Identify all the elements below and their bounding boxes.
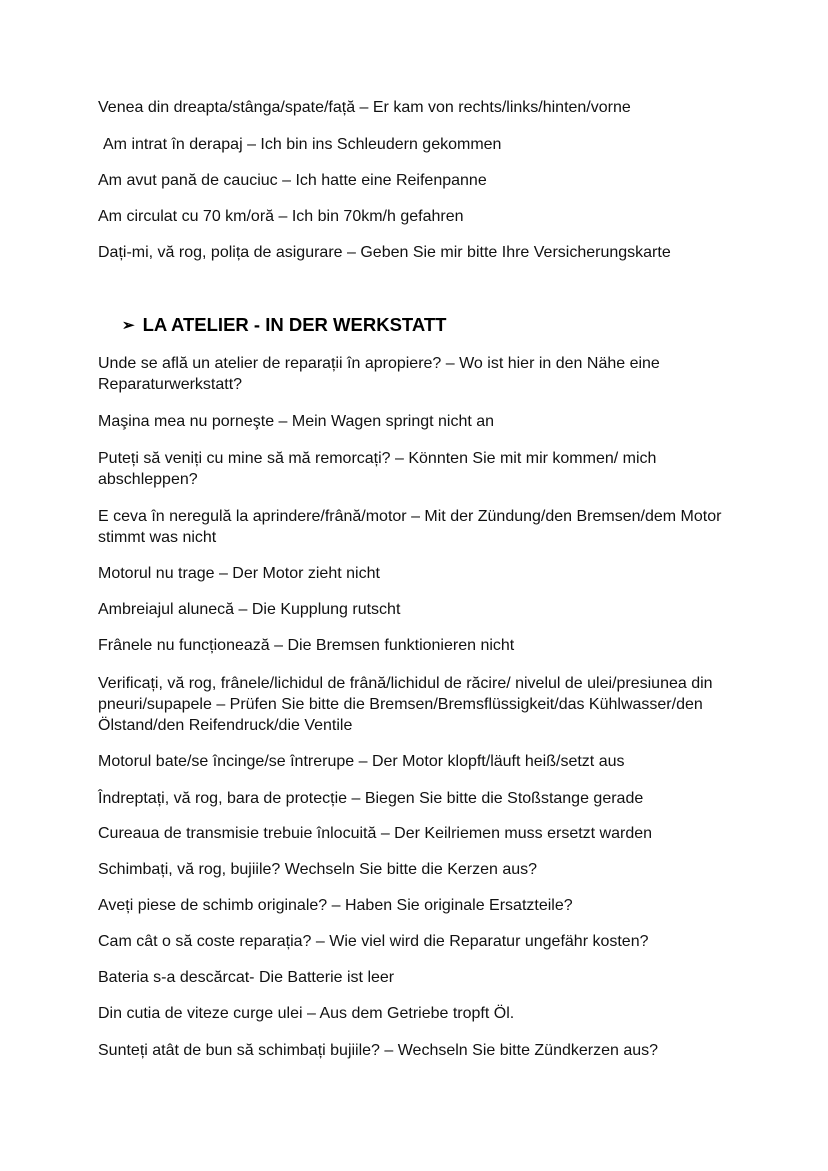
phrase: Schimbați, vă rog, bujiile? Wechseln Sie bitte die Kerzen aus? [98,861,538,878]
section-heading [122,314,446,338]
phrase: Dați-mi, vă rog, polița de asigurare – Geben Sie mir bitte Ihre Versicherungskarte [98,244,671,261]
phrase: Motorul nu trage – Der Motor zieht nicht [98,565,380,582]
phrase: Ambreiajul alunecă – Die Kupplung rutscht [98,601,401,618]
phrase: Frânele nu funcționează – Die Bremsen funktionieren nicht [98,637,515,654]
arrow-bullet-icon: ➢ [122,317,135,334]
phrase: Am intrat în derapaj – Ich bin ins Schleudern gekommen [103,136,502,153]
phrase: Verificați, vă rog, frânele/lichidul de frână/lichidul de răcire/ nivelul de ulei/presiunea din pneuri/supapele – Prüfen Sie bitte die Bremsen/Bremsflüssigkeit/das Kühlwasser/den Ölstand/den Reifendruck/die Ventile [98,675,713,734]
phrase: Am avut pană de cauciuc – Ich hatte eine Reifenpanne [98,172,487,189]
section-title: LA ATELIER - IN DER WERKSTATT [142,314,447,335]
phrase: Aveți piese de schimb originale? – Haben Sie originale Ersatzteile? [98,897,573,914]
phrase: Venea din dreapta/stânga/spate/față – Er kam von rechts/links/hinten/vorne [98,99,631,116]
phrase: Îndreptați, vă rog, bara de protecție – Biegen Sie bitte die Stoßstange gerade [98,790,644,807]
phrase: Bateria s-a descărcat- Die Batterie ist leer [98,969,395,986]
phrase: Din cutia de viteze curge ulei – Aus dem Getriebe tropft Öl. [98,1005,515,1022]
phrase: Cureaua de transmisie trebuie înlocuită – Der Keilriemen muss ersetzt warden [98,825,653,842]
phrase: Puteți să veniți cu mine să mă remorcați? – Könnten Sie mit mir kommen/ mich abschleppen? [98,450,657,488]
phrase: Sunteți atât de bun să schimbați bujiile? – Wechseln Sie bitte Zündkerzen aus? [98,1042,659,1059]
phrase: Cam cât o să coste reparația? – Wie viel wird die Reparatur ungefähr kosten? [98,933,649,950]
phrase: Motorul bate/se încinge/se întrerupe – Der Motor klopft/läuft heiß/setzt aus [98,753,625,770]
phrase: Maşina mea nu porneşte – Mein Wagen springt nicht an [98,413,495,430]
phrase: Unde se află un atelier de reparații în apropiere? – Wo ist hier in den Nähe eine Reparaturwerkstatt? [98,355,660,393]
phrase: Am circulat cu 70 km/oră – Ich bin 70km/h gefahren [98,208,464,225]
phrase: E ceva în neregulă la aprindere/frână/motor – Mit der Zündung/den Bremsen/dem Motor stimmt was nicht [98,508,722,546]
